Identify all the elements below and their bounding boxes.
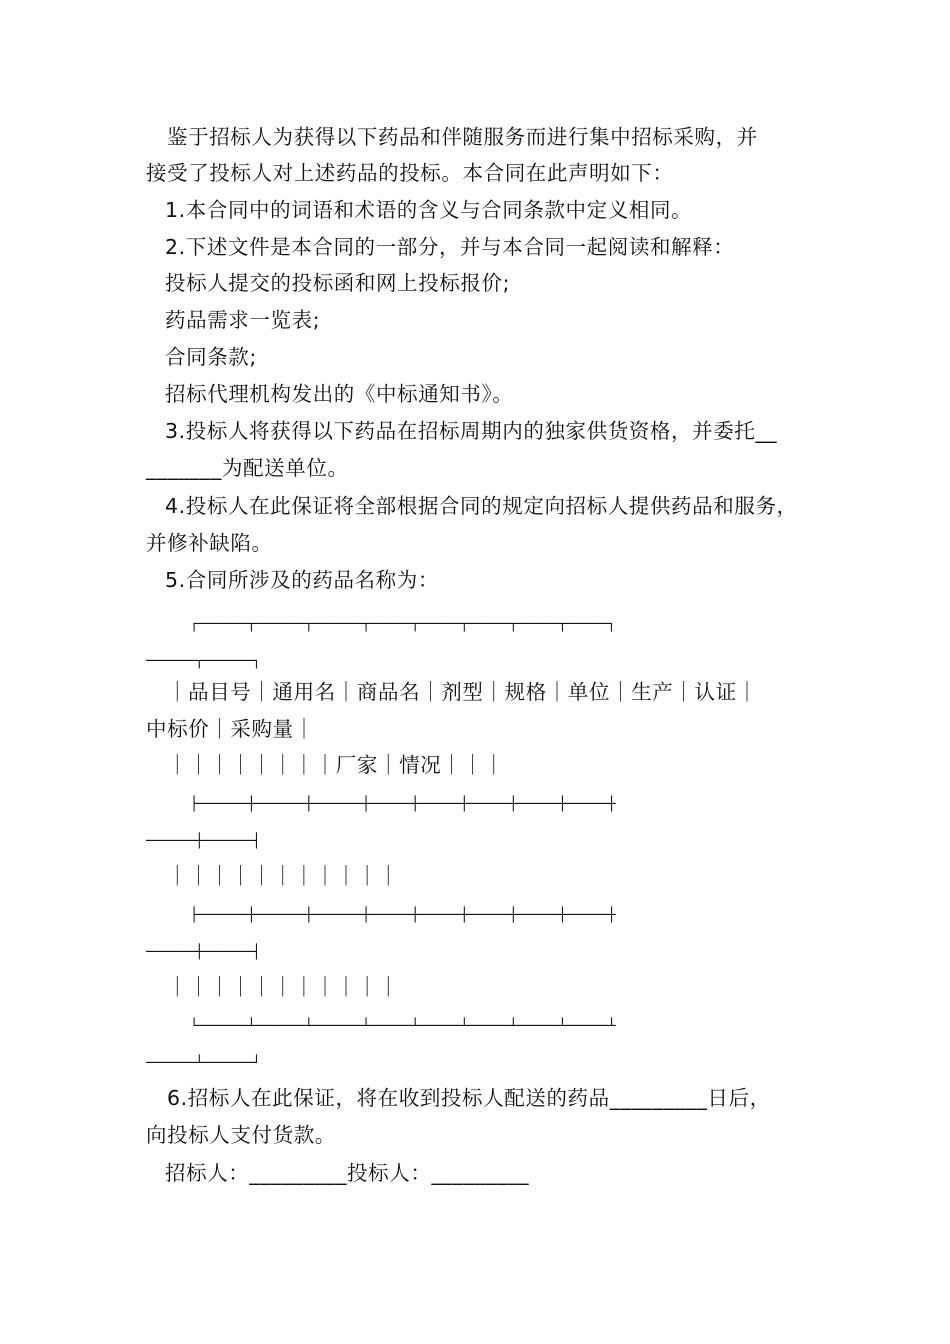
table-bottom-border: └──────┴──────┴──────┴─────┴─────┴─────┴─────┴─────┴ xyxy=(190,1018,616,1034)
clause-6-line-2: 向投标人支付货款。 xyxy=(146,1123,336,1147)
preamble-line-2: 接受了投标人对上述药品的投标。本合同在此声明如下： xyxy=(146,161,674,185)
preamble-line-1: 鉴于招标人为获得以下药品和伴随服务而进行集中招标采购，并 xyxy=(167,125,758,149)
clause-4-line-2: 并修补缺陷。 xyxy=(146,531,273,555)
table-separator: ├──────┼──────┼──────┼─────┼─────┼─────┼─────┼─────┼ xyxy=(190,796,616,812)
clause-2-item: 招标代理机构发出的《中标通知书》。 xyxy=(165,382,514,406)
clause-1: 1.本合同中的词语和术语的含义与合同条款中定义相同。 xyxy=(165,198,693,222)
table-bottom-border-cont: ──────┴──────┘ xyxy=(146,1055,261,1071)
table-top-border-cont: ──────┬──────┐ xyxy=(146,653,261,669)
clause-3-line-1: 3.投标人将获得以下药品在招标周期内的独家供货资格，并委托__ xyxy=(165,419,778,443)
clause-3-line-2: _______为配送单位。 xyxy=(146,456,349,480)
clause-5: 5.合同所涉及的药品名称为： xyxy=(165,568,439,592)
table-header-line-1: ｜品目号｜通用名｜商品名｜剂型｜规格｜单位｜生产｜认证｜ xyxy=(167,680,758,704)
table-separator-cont: ──────┼──────┤ xyxy=(146,944,261,960)
table-header-line-2: 中标价｜采购量｜ xyxy=(146,717,315,741)
table-row: ｜｜｜｜｜｜｜｜｜｜｜ xyxy=(167,975,400,999)
clause-6-line-1: 6.招标人在此保证，将在收到投标人配送的药品_________日后， xyxy=(167,1086,771,1110)
table-header-line-3: ｜｜｜｜｜｜｜｜厂家｜情况｜｜｜ xyxy=(167,753,505,777)
clause-4-line-1: 4.投标人在此保证将全部根据合同的规定向招标人提供药品和服务， xyxy=(165,494,798,518)
table-top-border: ┌──────┬──────┬──────┬─────┬─────┬─────┬─────┬─────┐ xyxy=(190,616,616,632)
table-separator-cont: ──────┼──────┤ xyxy=(146,833,261,849)
clause-2-item: 药品需求一览表; xyxy=(165,308,321,332)
signature-line: 招标人：_________投标人：_________ xyxy=(165,1161,530,1185)
table-separator: ├──────┼──────┼──────┼─────┼─────┼─────┼─────┼─────┼ xyxy=(190,907,616,923)
clause-2-intro: 2.下述文件是本合同的一部分，并与本合同一起阅读和解释： xyxy=(165,235,735,259)
clause-2-item: 投标人提交的投标函和网上投标报价; xyxy=(165,271,511,295)
clause-2-item: 合同条款; xyxy=(165,345,257,369)
table-row: ｜｜｜｜｜｜｜｜｜｜｜ xyxy=(167,864,400,888)
